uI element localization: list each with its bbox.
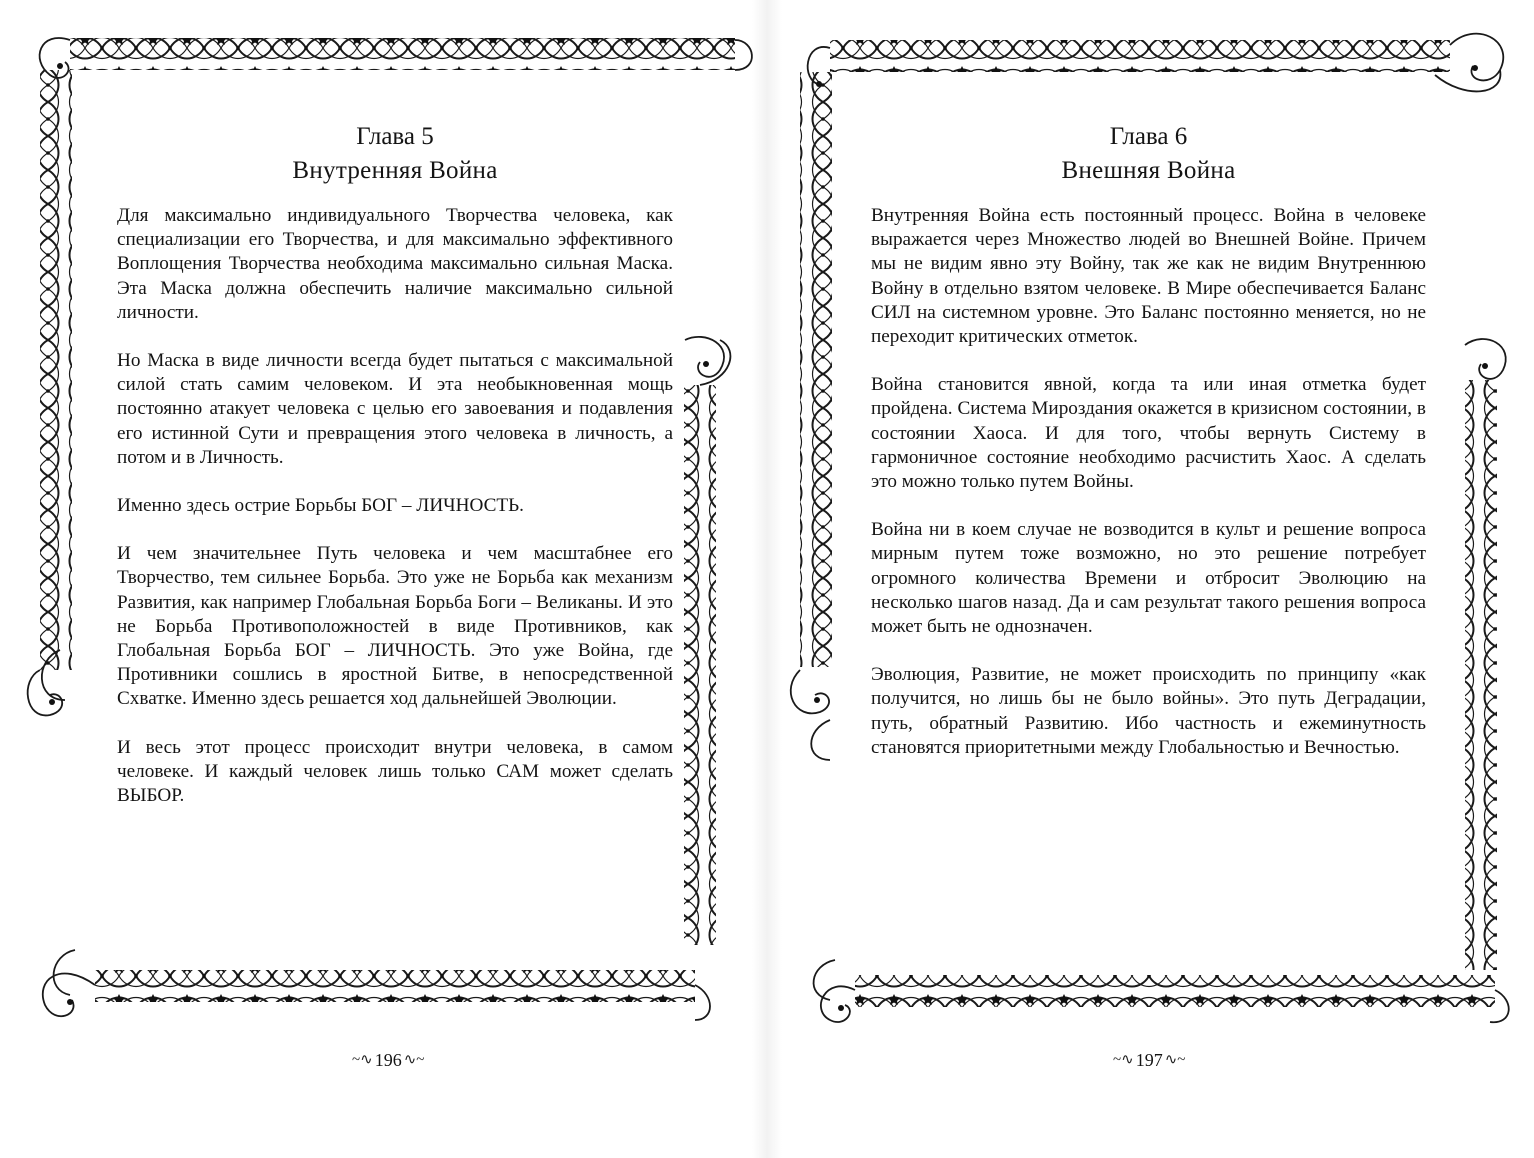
paragraph: Для максимально индивидуального Творчества человека, как специализации его Творчества, и для максимально эффективного Воплощения Творчества необходима максимально сильная Маска. Эта Маска должна обеспечить наличие максимально сильной личности. <box>117 205 673 323</box>
paragraph: Война становится явной, когда та или иная отметка будет пройдена. Система Мироздания окажется в кризисном состоянии, в состоянии Хаоса. И для того, чтобы вернуть Систему в гармоничное состояние необходимо расчистить Хаос. А сделать это можно только путем Войны. <box>871 374 1426 493</box>
page-number <box>1113 1048 1185 1072</box>
flourish-icon: ~∿ <box>352 1052 373 1068</box>
paragraph: Война ни в коем случае не возводится в культ и решение вопроса мирным путем тоже возможно, но это решение потребует огромного количества Времени и отбросит Эволюцию на несколько шагов назад. Да и сам результат такого решения вопроса может быть не однозначен. <box>871 519 1426 638</box>
paragraph: Эволюция, Развитие, не может происходить по принципу «как получится, но лишь бы не было войны». Это путь Деградации, путь, обратный Развитию. Ибо частность и ежеминутность становятся приоритетными между Глобальностью и Вечностью. <box>871 664 1426 758</box>
flourish-icon: ∿~ <box>403 1052 425 1068</box>
left-page <box>0 0 760 1158</box>
right-text-block <box>871 120 1426 760</box>
chapter-title: Внутренняя Война <box>292 157 498 184</box>
left-text-block <box>117 120 673 808</box>
paragraph: Но Маска в виде личности всегда будет пытаться с максимальной силой стать самим человеком. И эта необыкновенная мощь постоянно атакует человека с целью его завоевания и подавления его истинной Сути и превращения этого человека в личность, а потом и в Личность. <box>117 350 673 468</box>
chapter-title: Внешняя Война <box>1061 157 1236 184</box>
page-number-value: 197 <box>1135 1050 1163 1070</box>
chapter-label: Глава 5 <box>356 123 434 150</box>
paragraph: Именно здесь острие Борьбы БОГ – ЛИЧНОСТЬ. <box>117 495 524 517</box>
page-number-value: 196 <box>374 1050 402 1070</box>
chapter-label: Глава 6 <box>1109 123 1188 150</box>
paragraph: Внутренняя Война есть постоянный процесс. Война в человеке выражается через Множество людей во Внешней Войне. Причем мы не видим явно эту Войну, так же как не видим Внутреннюю Войну в отдельно взятом человеке. В Мире обеспечивается Баланс СИЛ на системном уровне. Это Баланс постоянно меняется, но не переходит критических отметок. <box>871 205 1426 348</box>
paragraph: И весь этот процесс происходит внутри человека, в самом человеке. И каждый человек лишь только САМ может сделать ВЫБОР. <box>117 736 673 807</box>
paragraph: И чем значительнее Путь человека и чем масштабнее его Творчество, тем сильнее Борьба. Это уже не Борьба как механизм Развития, как например Глобальная Борьба Боги – Великаны. И это не Борьба Противоположностей в виде Противников, как Глобальная Борьба БОГ – ЛИЧНОСТЬ. Это уже Война, где Противники сошлись в яростной Битве, в непосредственной Схватке. Именно здесь решается ход дальнейшей Эволюции. <box>117 543 673 710</box>
page-number <box>352 1048 424 1072</box>
right-page <box>775 0 1534 1158</box>
flourish-icon: ∿~ <box>1164 1052 1186 1068</box>
flourish-icon: ~∿ <box>1113 1052 1134 1068</box>
